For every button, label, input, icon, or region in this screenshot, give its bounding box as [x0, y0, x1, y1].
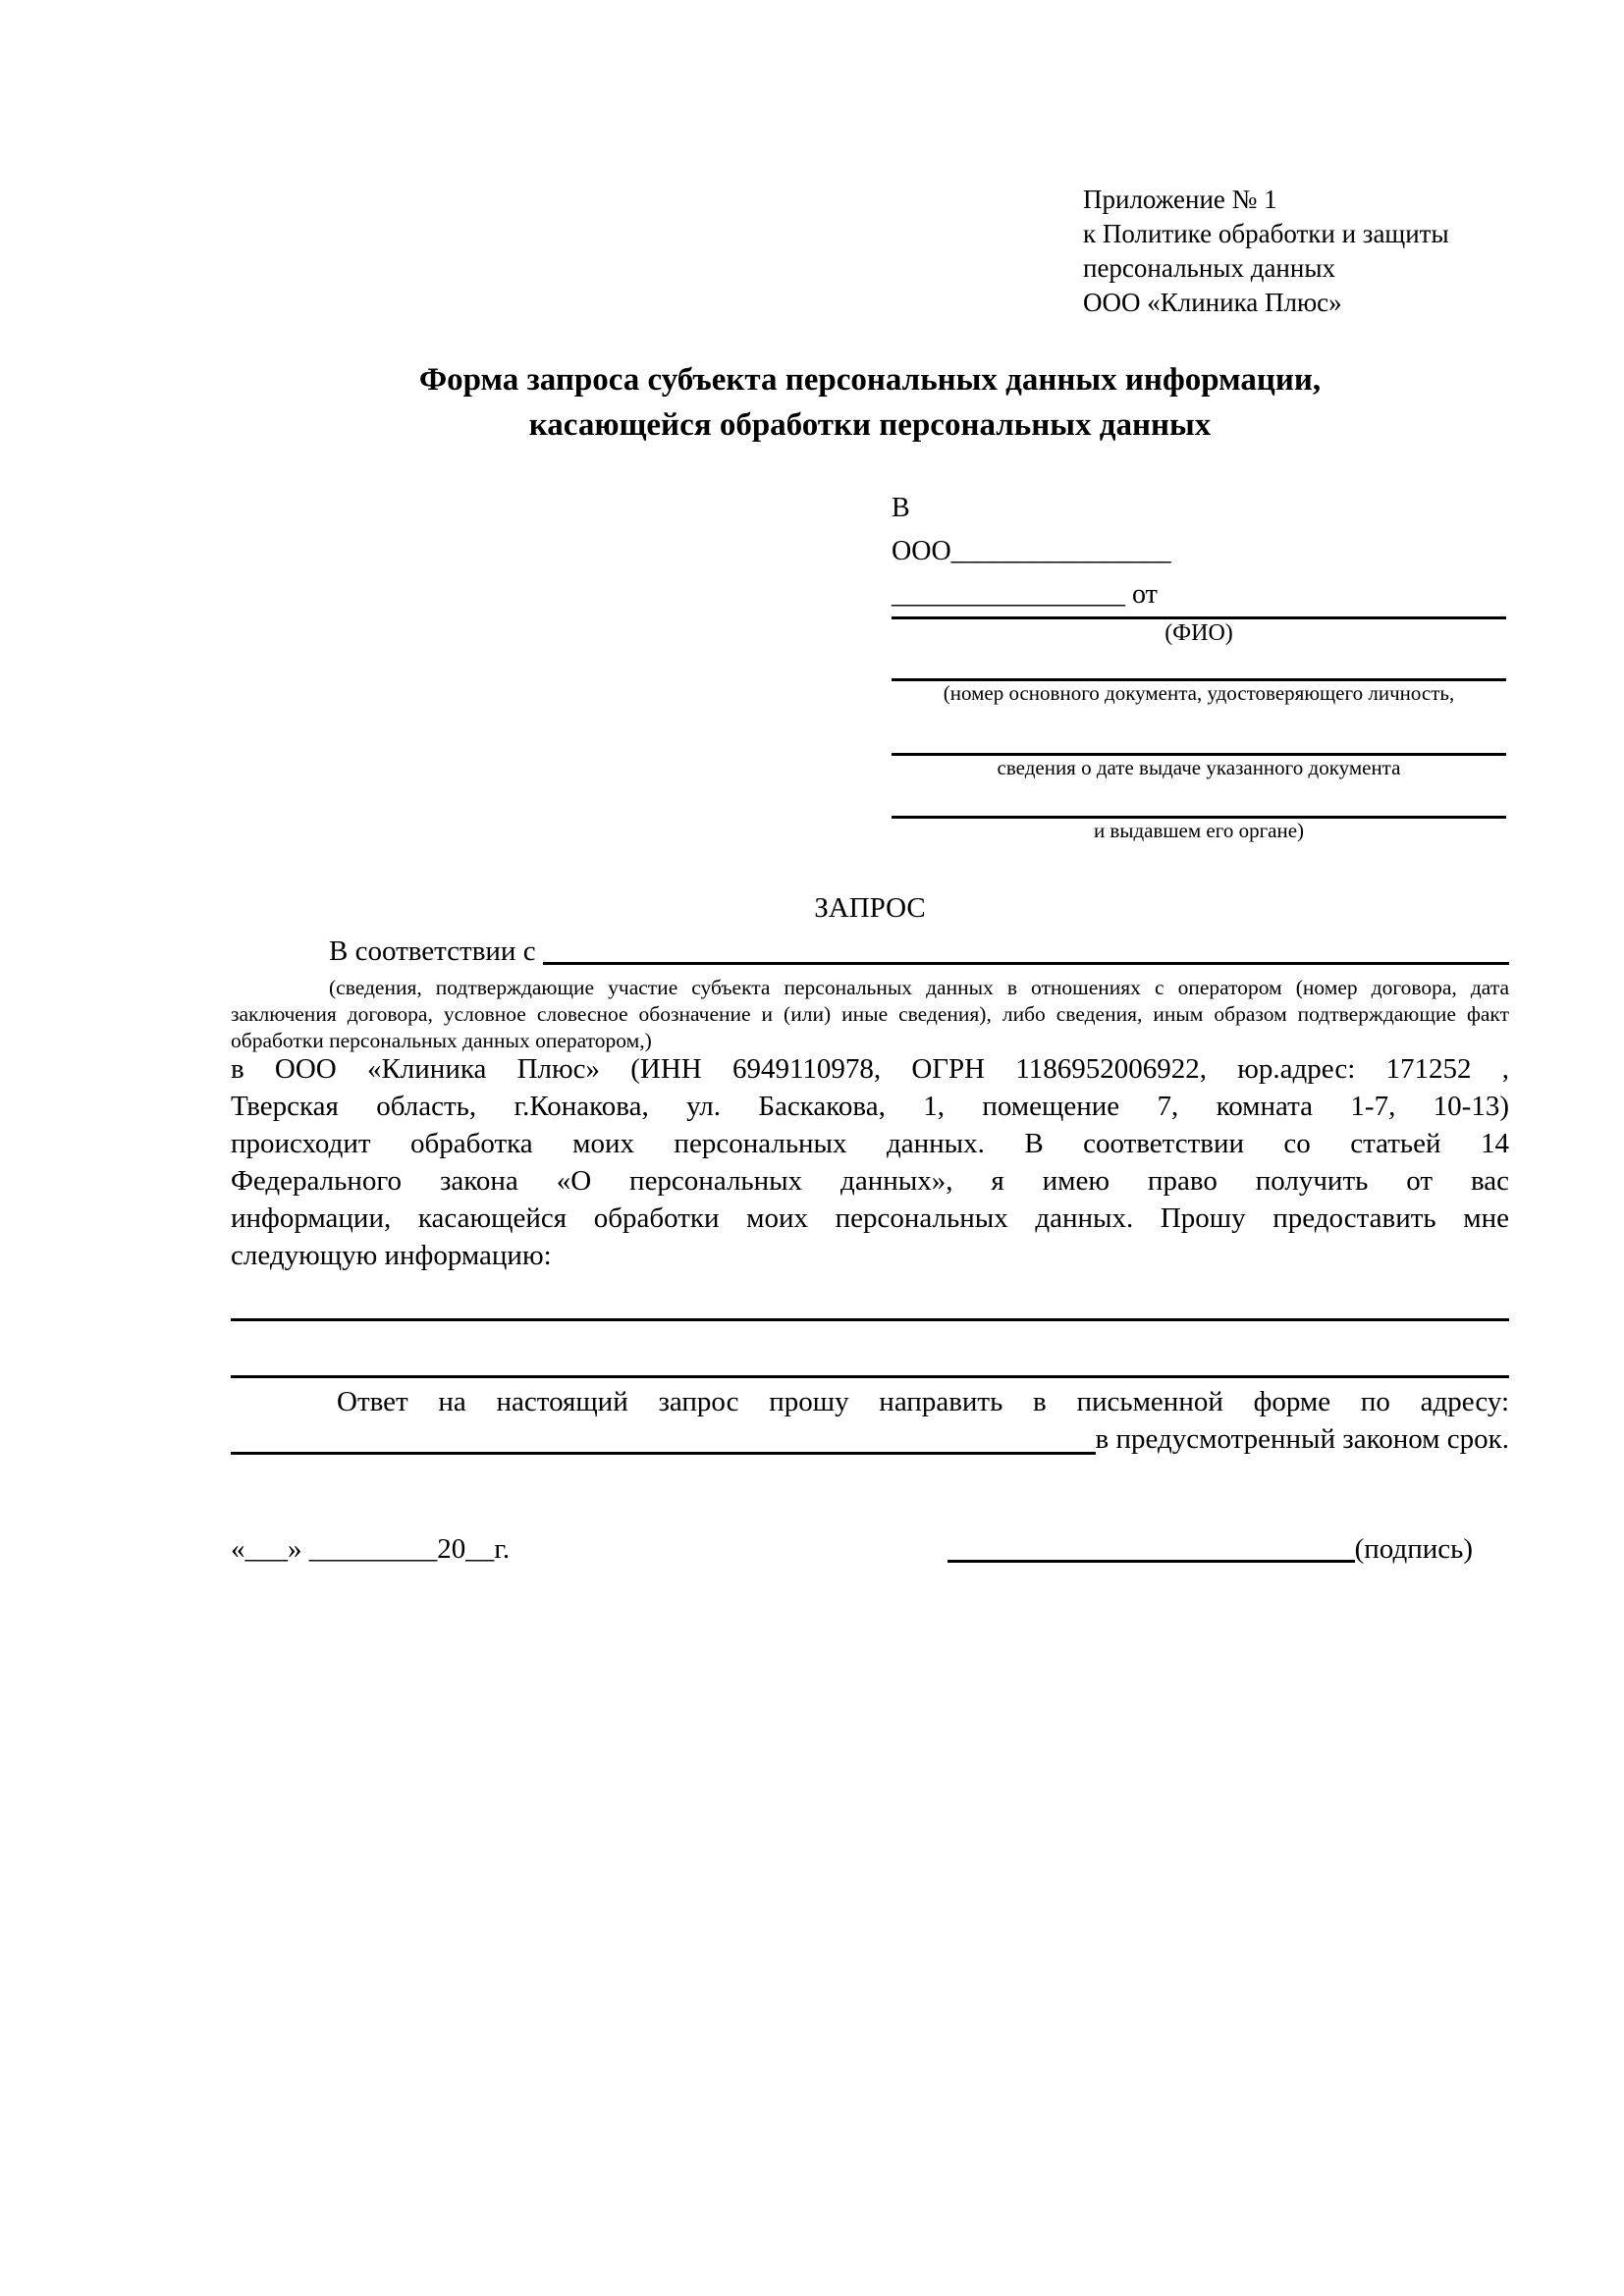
answer-blank-line-1	[231, 1318, 1509, 1321]
accordance-blank-line	[543, 962, 1509, 965]
accordance-prefix: В соответствии с	[329, 935, 543, 967]
addressee-block	[892, 487, 1506, 842]
title-line-1: Форма запроса субъекта персональных данных информации,	[418, 362, 1322, 398]
from-blank: _________________	[892, 579, 1125, 610]
from-word: от	[1132, 579, 1158, 610]
body-line-1: в ООО «Клиника Плюс» (ИНН 6949110978, ОГРН 1186952006922, юр.адрес: 171252 ,	[231, 1053, 1509, 1085]
date-blank: «___» _________20__г.	[231, 1533, 511, 1565]
answer-blank-line-2	[231, 1375, 1509, 1378]
request-heading: ЗАПРОС	[814, 892, 926, 924]
appendix-header	[1083, 183, 1449, 320]
signature-blank-line	[947, 1560, 1355, 1563]
addressee-to: В	[892, 493, 910, 523]
title-line-2: касающейся обработки персональных данных	[528, 407, 1212, 443]
body-line-3: происходит обработка моих персональных данных. В соответствии со статьей 14	[231, 1128, 1509, 1159]
small-print-line-3: обработки персональных данных оператором,)	[231, 1029, 652, 1052]
appendix-line: персональных данных	[1083, 253, 1335, 283]
body-line-6: следующую информацию:	[231, 1240, 552, 1271]
appendix-line: к Политике обработки и защиты	[1083, 219, 1449, 248]
accordance-row	[231, 933, 1509, 968]
document-title	[231, 357, 1509, 448]
document-number-caption: (номер основного документа, удостоверяющего личность,	[943, 681, 1455, 705]
body-paragraph	[231, 1050, 1509, 1274]
small-print-line-1: (сведения, подтверждающие участие субъекта персональных данных в отношениях с оператором (номер договора, дата	[329, 976, 1509, 999]
issue-date-caption: сведения о дате выдаче указанного документа	[997, 756, 1401, 779]
footer-row	[231, 1529, 1473, 1569]
issuing-authority-caption: и выдавшем его органе)	[1093, 819, 1305, 842]
reply-paragraph	[231, 1383, 1509, 1458]
body-line-2: Тверская область, г.Конакова, ул. Баскакова, 1, помещение 7, комната 1-7, 10-13)	[231, 1091, 1509, 1122]
small-print-note	[231, 975, 1509, 1054]
small-print-line-2: заключения договора, условное словесное обозначение и (или) иные сведения), либо сведения, иным образом подтверждающие факт	[231, 1002, 1509, 1026]
reply-suffix: в предусмотренный законом срок.	[1095, 1423, 1509, 1455]
body-line-4: Федерального закона «О персональных данных», я имею право получить от вас	[231, 1165, 1509, 1197]
signature-group	[947, 1529, 1473, 1569]
appendix-line: Приложение № 1	[1083, 185, 1277, 214]
fio-caption: (ФИО)	[1164, 620, 1233, 646]
from-blank-row	[892, 573, 1506, 616]
appendix-line: ООО «Клиника Плюс»	[1083, 288, 1342, 317]
body-line-5: информации, касающейся обработки моих персональных данных. Прошу предоставить мне	[231, 1202, 1509, 1234]
reply-line-1: Ответ на настоящий запрос прошу направить в письменной форме по адресу:	[337, 1386, 1509, 1417]
reply-line-2	[231, 1420, 1509, 1458]
org-name-blank: ООО________________	[892, 536, 1171, 566]
signature-caption: (подпись)	[1354, 1533, 1473, 1565]
reply-address-blank-line	[231, 1452, 1096, 1455]
